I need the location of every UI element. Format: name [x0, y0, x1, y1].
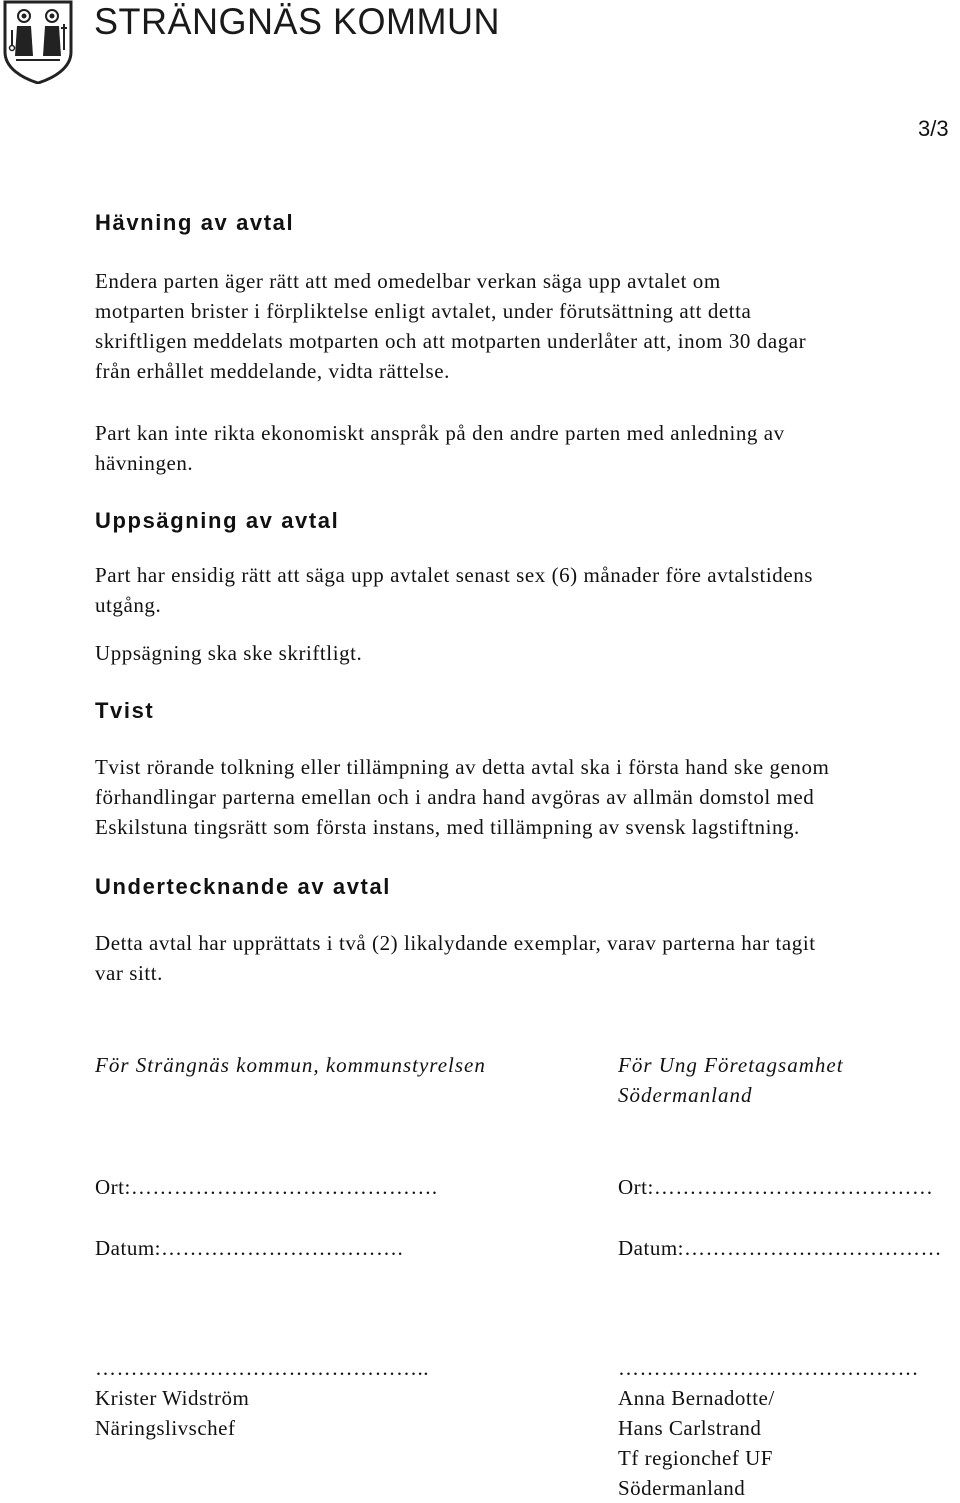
signatory-title: Tf regionchef UF	[618, 1446, 773, 1470]
section-heading-tvist: Tvist	[95, 698, 155, 723]
text-line: utgång.	[95, 593, 162, 617]
text-line: var sitt.	[95, 961, 163, 985]
paragraph-havning-1	[95, 266, 955, 386]
text-line: skriftligen meddelats motparten och att motparten underlåter att, inom 30 dagar	[95, 329, 807, 353]
paragraph-havning-2	[95, 418, 955, 478]
text-line: Part har ensidig rätt att säga upp avtalet senast sex (6) månader före avtalstidens	[95, 563, 813, 587]
signature-party-right	[618, 1050, 844, 1110]
paragraph-undertecknande	[95, 928, 955, 988]
organization-name: STRÄNGNÄS KOMMUN	[94, 0, 501, 43]
signatory-title: Södermanland	[618, 1476, 746, 1500]
party-line: Södermanland	[618, 1083, 753, 1107]
text-line: Tvist rörande tolkning eller tillämpning av detta avtal ska i första hand ske genom	[95, 755, 830, 779]
signatory-name: Hans Carlstrand	[618, 1416, 762, 1440]
text-line: hävningen.	[95, 451, 194, 475]
text-line: motparten brister i förpliktelse enligt avtalet, under förutsättning att detta	[95, 299, 752, 323]
text-line: Part kan inte rikta ekonomiskt anspråk på den andre parten med anledning av	[95, 421, 785, 445]
text-line: Eskilstuna tingsrätt som första instans, med tillämpning av svensk lagstiftning.	[95, 815, 800, 839]
signature-party-left: För Strängnäs kommun, kommunstyrelsen	[95, 1053, 486, 1077]
signatory-name: Anna Bernadotte/	[618, 1386, 775, 1410]
paragraph-tvist	[95, 752, 955, 842]
page-number: 3/3	[918, 116, 949, 141]
text-line: förhandlingar parterna emellan och i andra hand avgöras av allmän domstol med	[95, 785, 815, 809]
section-heading-undertecknande: Undertecknande av avtal	[95, 874, 392, 899]
text-line: Uppsägning ska ske skriftligt.	[95, 641, 363, 665]
signature-line-left: ………………………………………..	[95, 1356, 429, 1380]
signatory-name-left	[95, 1383, 249, 1443]
section-heading-uppsagning: Uppsägning av avtal	[95, 508, 340, 533]
party-line: För Ung Företagsamhet	[618, 1053, 844, 1077]
paragraph-uppsagning-2	[95, 638, 955, 668]
text-line: från erhållet meddelande, vidta rättelse.	[95, 359, 450, 383]
signature-datum-right: Datum:………………………………	[618, 1236, 942, 1260]
text-line: Detta avtal har upprättats i två (2) likalydande exemplar, varav parterna har tagit	[95, 931, 816, 955]
signatory-name: Krister Widström	[95, 1386, 250, 1410]
text-line: Endera parten äger rätt att med omedelbar verkan säga upp avtalet om	[95, 269, 721, 293]
signature-line-right: ……………………………………	[618, 1356, 919, 1380]
signature-datum-left: Datum:…………………………….	[95, 1236, 404, 1260]
signatory-title: Näringslivschef	[95, 1416, 236, 1440]
section-heading-havning: Hävning av avtal	[95, 210, 295, 235]
signature-ort-right: Ort:…………………………………	[618, 1175, 934, 1199]
signatory-names-right	[618, 1383, 775, 1503]
signature-ort-left: Ort:…………………………………….	[95, 1175, 438, 1199]
paragraph-uppsagning-1	[95, 560, 955, 620]
strangnas-coat-of-arms-icon	[2, 0, 74, 84]
